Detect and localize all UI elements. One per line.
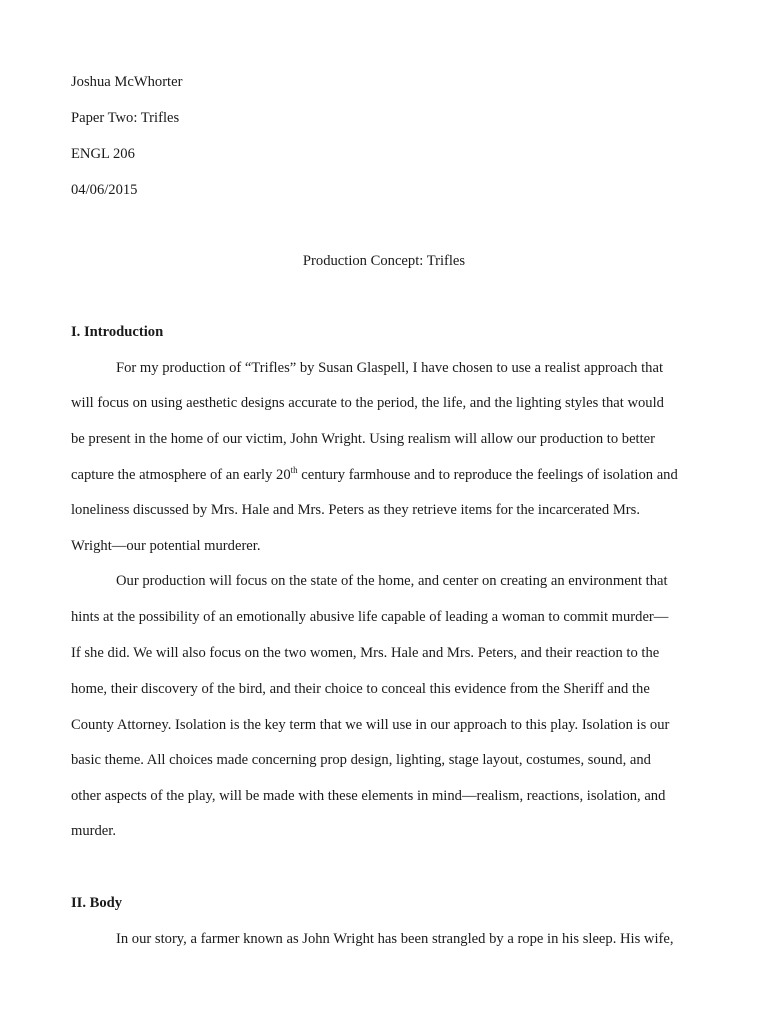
- line-text: century farmhouse and to reproduce the feelings of isolation and: [297, 467, 678, 483]
- line-text: capture the atmosphere of an early 20: [71, 467, 291, 483]
- body-heading: II. Body: [71, 895, 123, 911]
- paragraph-line: other aspects of the play, will be made with these elements in mind—realism, reactions, isolation, and: [71, 788, 666, 804]
- assignment-name: Paper Two: Trifles: [71, 110, 180, 126]
- author-name: Joshua McWhorter: [71, 74, 183, 90]
- course-code: ENGL 206: [71, 146, 135, 162]
- paragraph-line: If she did. We will also focus on the two women, Mrs. Hale and Mrs. Peters, and their reaction to the: [71, 645, 660, 661]
- paragraph-line: Our production will focus on the state of the home, and center on creating an environment that: [116, 573, 668, 589]
- paragraph-line: murder.: [71, 823, 116, 839]
- paragraph-line: loneliness discussed by Mrs. Hale and Mrs. Peters as they retrieve items for the incarcerated Mrs.: [71, 502, 640, 518]
- paragraph-line: will focus on using aesthetic designs accurate to the period, the life, and the lighting styles that would: [71, 395, 664, 411]
- paragraph-line: home, their discovery of the bird, and their choice to conceal this evidence from the Sheriff and the: [71, 681, 650, 697]
- paper-title: Production Concept: Trifles: [302, 253, 466, 269]
- paragraph-line: [71, 466, 678, 484]
- paragraph-line: For my production of “Trifles” by Susan Glaspell, I have chosen to use a realist approach that: [116, 360, 664, 376]
- introduction-heading: I. Introduction: [71, 324, 164, 340]
- paragraph-line: basic theme. All choices made concerning prop design, lighting, stage layout, costumes, sound, and: [71, 752, 651, 768]
- paragraph-line: Wright—our potential murderer.: [71, 538, 261, 554]
- paragraph-line: In our story, a farmer known as John Wright has been strangled by a rope in his sleep. His wife,: [116, 931, 674, 947]
- paragraph-line: County Attorney. Isolation is the key term that we will use in our approach to this play. Isolation is our: [71, 717, 670, 733]
- superscript: th: [290, 465, 298, 476]
- paragraph-line: hints at the possibility of an emotionally abusive life capable of leading a woman to commit murder—: [71, 609, 669, 625]
- date: 04/06/2015: [71, 182, 138, 198]
- paragraph-line: be present in the home of our victim, John Wright. Using realism will allow our production to better: [71, 431, 655, 447]
